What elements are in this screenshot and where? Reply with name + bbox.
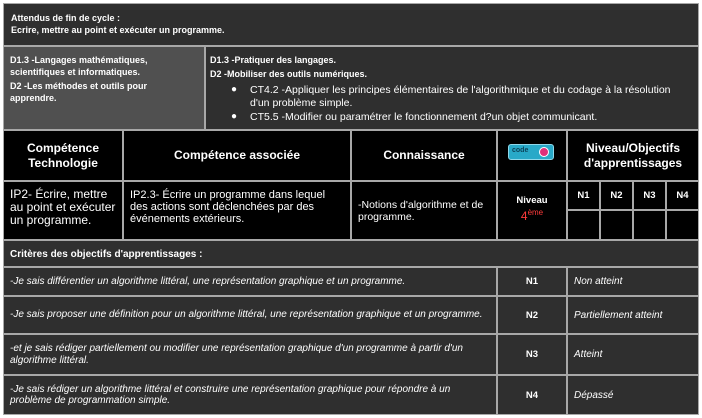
criterion-result: Partiellement atteint [567, 296, 699, 334]
level-n2-header: N2 [600, 181, 633, 210]
domains-left [3, 46, 205, 130]
connaissance-cell [351, 181, 497, 240]
col-associee: Compétence associée [123, 130, 351, 181]
level-n1-header: N1 [567, 181, 600, 210]
domain-line: D2 -Les méthodes et outils pour [10, 81, 148, 91]
associee-text: IP2.3- Écrire un programme dans lequel des actions sont déclenchées par des événements extérieurs. [130, 189, 326, 225]
niveau-value: 4ème [520, 208, 544, 223]
competence-cell [3, 181, 123, 240]
competence-text: IP2- Écrire, mettre au point et exécuter un programme. [10, 187, 116, 227]
cycle-header [3, 3, 699, 46]
criteria-title: Critères des objectifs d'apprentissages : [10, 249, 203, 260]
logo-dot [539, 147, 549, 157]
col-niveau-objectifs: Niveau/Objectifs d'apprentissages [567, 130, 699, 181]
skill-item: ● CT4.2 -Appliquer les principes élémentaires de l'algorithmique et du codage à la résolution d'un problème simple. [231, 84, 671, 109]
domain-line: apprendre. [10, 93, 57, 103]
bullet-icon: ● [231, 84, 238, 95]
associee-cell [123, 181, 351, 240]
criterion-text: -et je sais rédiger partiellement ou modifier une représentation graphique d'un programme à partir d'un algorithme littéral. [3, 334, 497, 375]
level-n2-box[interactable] [600, 210, 633, 240]
criterion-level: N1 [497, 267, 567, 296]
criteria-header [3, 240, 699, 267]
connaissance-text: -Notions d'algorithme et de programme. [358, 199, 484, 223]
criterion-text: -Je sais différentier un algorithme littéral, une représentation graphique et un programme. [3, 267, 497, 296]
level-n3-box[interactable] [633, 210, 666, 240]
logo-label: code [512, 147, 529, 154]
criterion-level: N2 [497, 296, 567, 334]
criterion-text: -Je sais proposer une définition pour un algorithme littéral, une représentation graphique et un programme. [3, 296, 497, 334]
scratch-logo-icon [508, 144, 554, 160]
niveau-cell [497, 181, 567, 240]
domain-line: scientifiques et informatiques. [10, 67, 141, 77]
criterion-text: -Je sais rédiger un algorithme littéral et construire une représentation graphique pour répondre à un problème de programmation simple. [3, 375, 497, 415]
transversal-skills-list [210, 84, 680, 124]
criterion-result: Non atteint [567, 267, 699, 296]
criterion-result: Atteint [567, 334, 699, 375]
level-n3-header: N3 [633, 181, 666, 210]
bullet-icon: ● [231, 111, 238, 122]
domains-right [205, 46, 699, 130]
criterion-level: N4 [497, 375, 567, 415]
col-competence: Compétence Technologie [3, 130, 123, 181]
niveau-label: Niveau [516, 195, 548, 206]
cycle-title: Attendus de fin de cycle : [11, 13, 121, 23]
level-n4-header: N4 [666, 181, 699, 210]
domain-line: D1.3 -Langages mathématiques, [10, 55, 148, 65]
cycle-subtitle: Ecrire, mettre au point et exécuter un programme. [11, 25, 225, 35]
skill-item: ● CT5.5 -Modifier ou paramétrer le fonctionnement d?un objet communicant. [231, 111, 598, 123]
domain-line: D1.3 -Pratiquer des langages. [210, 55, 337, 65]
col-connaissance: Connaissance [351, 130, 497, 181]
level-n1-box[interactable] [567, 210, 600, 240]
criterion-level: N3 [497, 334, 567, 375]
domain-line: D2 -Mobiliser des outils numériques. [210, 69, 368, 79]
level-n4-box[interactable] [666, 210, 699, 240]
criterion-result: Dépassé [567, 375, 699, 415]
